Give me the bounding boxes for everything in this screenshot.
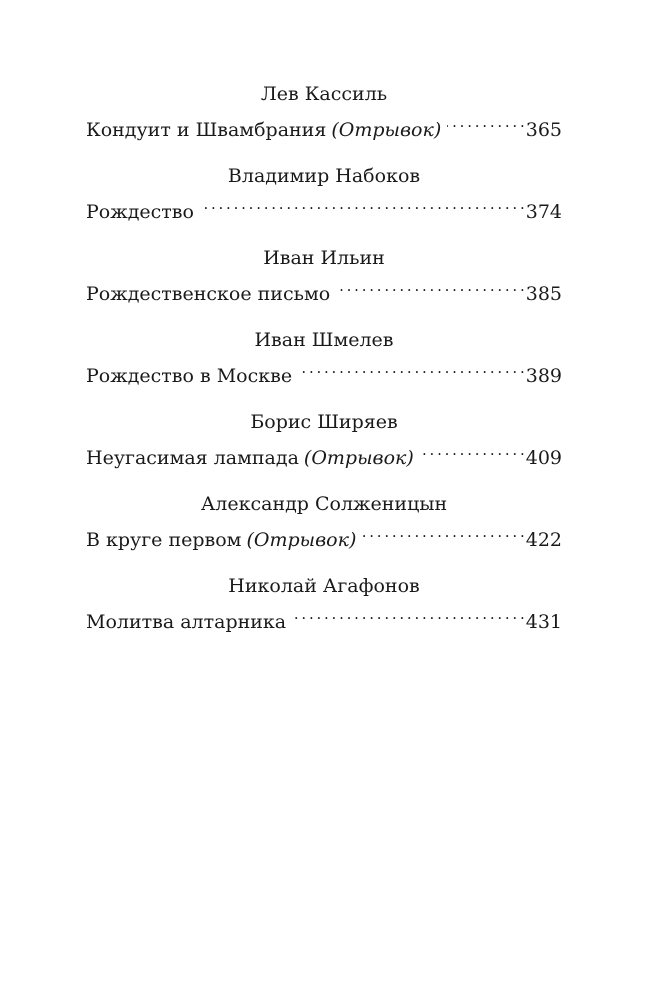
dot-leader: [362, 518, 523, 546]
work-title: Неугасимая лампада: [86, 447, 299, 469]
dot-leader: [420, 436, 524, 464]
work-title: Рождество: [86, 201, 194, 223]
page-number: 409: [525, 447, 562, 469]
dot-leader: [200, 190, 524, 218]
author-name: Александр Солженицын: [200, 493, 448, 515]
author-name: Владимир Набоков: [227, 165, 421, 187]
excerpt-note: (Отрывок): [303, 447, 414, 469]
toc-entry: [86, 162, 562, 244]
table-of-contents: [86, 80, 562, 654]
toc-entry: [86, 326, 562, 408]
work-title: Рождество в Москве: [86, 365, 293, 387]
excerpt-note: (Отрывок): [331, 119, 442, 141]
toc-entry: [86, 244, 562, 326]
author-name: Борис Ширяев: [250, 411, 398, 433]
work-title-wrap: [86, 526, 356, 554]
work-title-wrap: [86, 116, 441, 144]
page-number: 385: [525, 283, 562, 305]
page-number: 389: [525, 365, 562, 387]
work-title: Кондуит и Швамбрания: [86, 119, 327, 141]
toc-entry: [86, 80, 562, 162]
work-title-wrap: [86, 198, 194, 226]
toc-line[interactable]: [86, 108, 562, 141]
toc-line[interactable]: [86, 354, 562, 387]
page-number: 374: [525, 201, 562, 223]
work-title-wrap: [86, 362, 292, 390]
toc-entry: [86, 490, 562, 572]
page-number: 422: [525, 529, 562, 551]
toc-line[interactable]: [86, 518, 562, 551]
toc-line[interactable]: [86, 190, 562, 223]
toc-entry: [86, 408, 562, 490]
page-number: 365: [525, 119, 562, 141]
work-title-wrap: [86, 280, 330, 308]
toc-line[interactable]: [86, 600, 562, 633]
dot-leader: [336, 272, 524, 300]
page-number: 431: [525, 611, 562, 633]
author-name: Иван Шмелев: [254, 329, 394, 351]
toc-entry: [86, 572, 562, 654]
dot-leader: [292, 600, 524, 628]
dot-leader: [447, 108, 523, 136]
work-title-wrap: [86, 608, 286, 636]
toc-line[interactable]: [86, 272, 562, 305]
work-title: Молитва алтарника: [86, 611, 287, 633]
author-name: Николай Агафонов: [228, 575, 420, 597]
work-title-wrap: [86, 444, 414, 472]
author-name: Иван Ильин: [263, 247, 385, 269]
toc-line[interactable]: [86, 436, 562, 469]
dot-leader: [298, 354, 524, 382]
excerpt-note: (Отрывок): [246, 529, 357, 551]
work-title: В круге первом: [86, 529, 242, 551]
work-title: Рождественское письмо: [86, 283, 331, 305]
author-name: Лев Кассиль: [260, 83, 388, 105]
